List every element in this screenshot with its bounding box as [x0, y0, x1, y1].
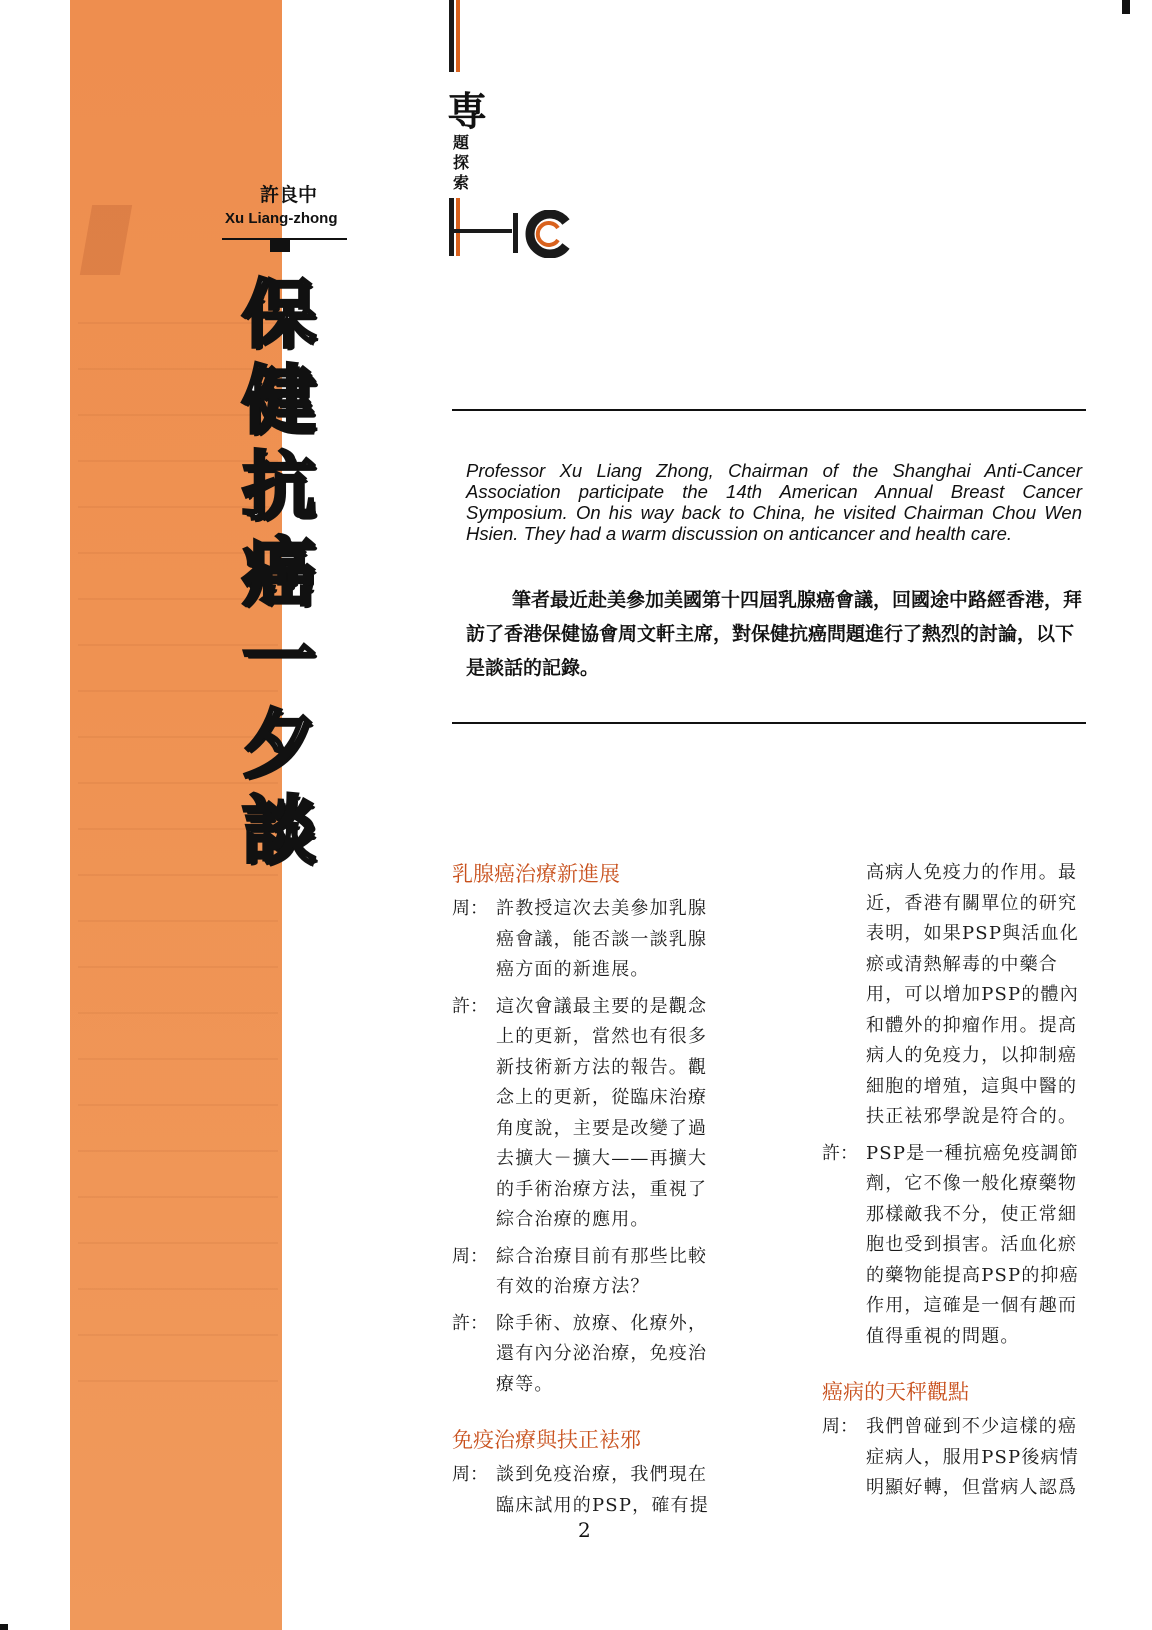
article-title — [234, 272, 324, 874]
title-char: 抗 — [242, 444, 316, 530]
title-char: 談 — [242, 788, 316, 874]
speaker-label: 周： — [452, 1245, 488, 1267]
text-line: 還有內分泌治療，免疫治 — [496, 1343, 708, 1364]
text-line: 許教授這次去美參加乳腺 — [496, 898, 708, 919]
chinese-introduction: 筆者最近赴美參加美國第十四屆乳腺癌會議，回國途中路經香港，拜訪了香港保健協會周文軒主席，對保健抗癌問題進行了熱烈的討論，以下是談話的記錄。 — [466, 589, 1083, 679]
text-line: 和體外的抑瘤作用。提高 — [866, 1014, 1078, 1036]
text-line: 除手術、放療、化療外， — [496, 1312, 708, 1334]
text-line: PSP是一種抗癌免疫調節 — [866, 1142, 1079, 1164]
text-line: 新技術新方法的報告。觀 — [496, 1056, 708, 1078]
speaker-label: 周： — [822, 1416, 858, 1437]
text-line: 胞也受到損害。活血化瘀 — [866, 1234, 1078, 1255]
speaker-label: 許： — [452, 995, 488, 1017]
dialogue-entry — [452, 992, 742, 1236]
logo-bar — [456, 198, 460, 256]
dialogue-entry — [452, 1242, 742, 1303]
text-line: 念上的更新，從臨床治療 — [496, 1087, 708, 1108]
text-line: 那樣敵我不分，使正常細 — [866, 1203, 1078, 1225]
text-line: 談到免疫治療，我們現在 — [496, 1464, 708, 1485]
scan-mark — [1122, 0, 1130, 14]
text-line: 有效的治療方法？ — [496, 1276, 650, 1297]
dialogue-entry — [452, 1460, 742, 1521]
title-char: 夕 — [242, 702, 316, 788]
text-line: 扶正袪邪學說是符合的。 — [866, 1106, 1078, 1127]
dialogue-entry — [452, 1309, 742, 1401]
text-line: 劑，它不像一般化療藥物 — [866, 1173, 1078, 1194]
author-name-english: Xu Liang-zhong — [225, 210, 338, 227]
text-line: 綜合治療的應用。 — [496, 1209, 650, 1230]
text-line: 作用，這確是一個有趣而 — [866, 1295, 1078, 1316]
logo-main-char: 専 — [447, 89, 487, 135]
text-line: 值得重視的問題。 — [866, 1325, 1020, 1347]
logo-bar — [513, 213, 518, 253]
logo-bar — [449, 0, 454, 72]
text-column-left — [452, 858, 742, 1521]
logo-small-text: 題探索 — [453, 133, 470, 192]
text-line: 我們曾碰到不少這樣的癌 — [866, 1416, 1078, 1437]
text-line: 近，香港有關單位的研究 — [866, 892, 1078, 914]
page-number: 2 — [578, 1518, 591, 1542]
text-line: 細胞的增殖，這與中醫的 — [866, 1075, 1078, 1097]
text-line: 明顯好轉，但當病人認爲 — [866, 1477, 1078, 1498]
speaker-label: 周： — [452, 898, 488, 919]
top-divider — [452, 409, 1086, 411]
title-char: 健 — [242, 358, 316, 444]
dialogue-entry — [822, 1139, 1112, 1353]
logo-bar — [456, 0, 460, 72]
speaker-label: 周： — [452, 1464, 488, 1485]
speaker-label: 許： — [452, 1312, 488, 1334]
section-heading: 免疫治療與扶正袪邪 — [452, 1428, 641, 1452]
bottom-divider — [452, 722, 1086, 724]
text-line: 病人的免疫力，以抑制癌 — [866, 1045, 1078, 1066]
text-line: 用，可以增加PSP的體內 — [866, 984, 1079, 1005]
text-line: 角度說，主要是改變了過 — [496, 1117, 708, 1139]
text-line: 去擴大－擴大——再擴大 — [496, 1148, 708, 1169]
title-char: 保 — [242, 272, 316, 358]
title-char: 一 — [242, 616, 316, 702]
text-line: 療等。 — [496, 1373, 554, 1395]
text-line: 表明，如果PSP與活血化 — [866, 923, 1079, 944]
text-line: 癌方面的新進展。 — [496, 959, 650, 980]
scan-mark — [0, 1624, 8, 1630]
logo-bar — [449, 198, 454, 256]
section-heading: 癌病的天秤觀點 — [822, 1380, 969, 1404]
text-line: 的手術治療方法，重視了 — [496, 1178, 708, 1200]
text-line: 的藥物能提高PSP的抑癌 — [866, 1264, 1079, 1286]
section-heading: 乳腺癌治療新進展 — [452, 862, 620, 886]
author-rule-block — [270, 240, 290, 252]
speaker-label: 許： — [822, 1142, 858, 1164]
logo-c-shape — [520, 210, 572, 258]
text-line: 上的更新，當然也有很多 — [496, 1026, 708, 1047]
text-line: 高病人免疫力的作用。最 — [866, 862, 1078, 883]
text-line: 癌會議，能否談一談乳腺 — [496, 928, 708, 950]
text-column-right — [822, 858, 1112, 1504]
author-name-chinese: 許良中 — [260, 184, 318, 206]
logo-bar — [454, 229, 512, 233]
text-line: 這次會議最主要的是觀念 — [496, 995, 708, 1017]
english-abstract: Professor Xu Liang Zhong, Chairman of the Shanghai Anti-Cancer Association participate the 14th American Annual Breast Cancer Symposium. On his way back to China, he visited Chairman Chou Wen Hsien. They had a warm discussion on anticancer and health care. — [466, 460, 1082, 544]
text-line: 臨床試用的PSP，確有提 — [496, 1494, 709, 1516]
text-line: 症病人，服用PSP後病情 — [866, 1446, 1079, 1468]
dialogue-entry — [452, 894, 742, 986]
text-line: 綜合治療目前有那些比較 — [496, 1245, 708, 1267]
title-char: 癌 — [242, 530, 316, 616]
dialogue-entry — [822, 1412, 1112, 1504]
text-line: 瘀或清熱解毒的中藥合 — [866, 953, 1058, 975]
